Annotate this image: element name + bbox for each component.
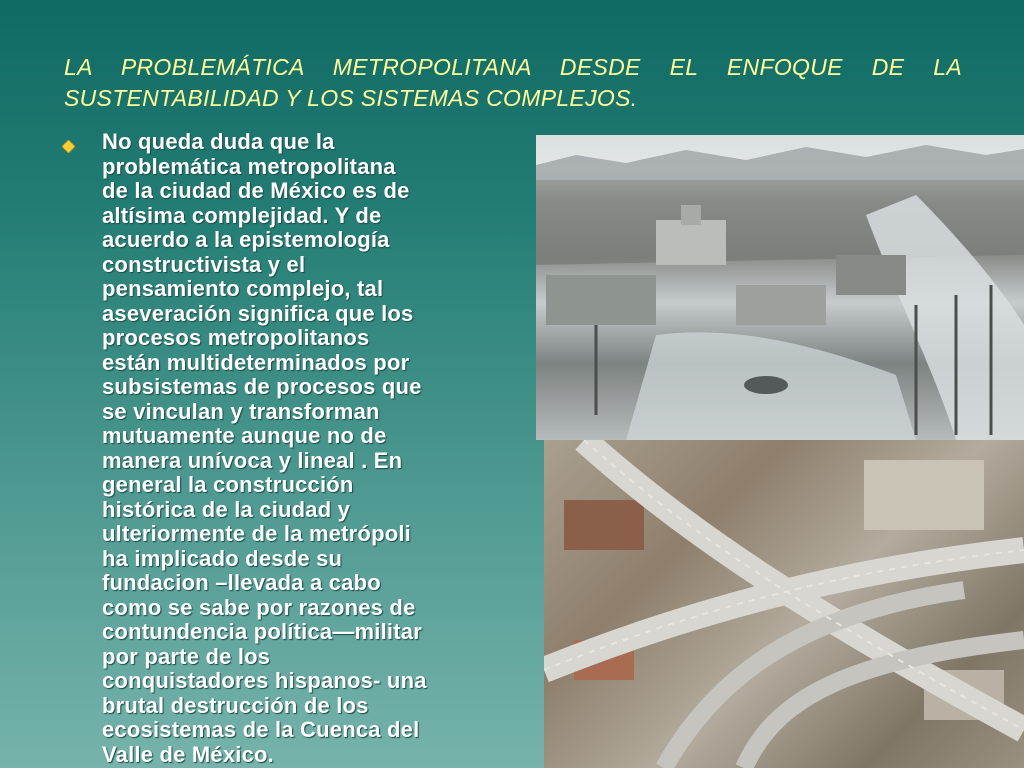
bullet-text: No queda duda que la problemática metropolitana de la ciudad de México es de altísima complejidad. Y de acuerdo a la epistemología constructivista y el pensamiento complejo, tal aseveración significa que los procesos metropolitanos están multideterminados por subsistemas de procesos que se vinculan y transforman mutuamente aunque no de manera unívoca y lineal . En general la construcción histórica de la ciudad y ulteriormente de la metrópoli ha implicado desde su fundacion –llevada a cabo como se sabe por razones de contundencia política—militar por parte de los conquistadores hispanos- una brutal destrucción de los ecosistemas de la Cuenca del Valle de México. bbox=[102, 129, 427, 767]
slide-title bbox=[64, 52, 962, 114]
historic-city-engraving-image bbox=[536, 135, 1024, 440]
diamond-bullet-icon bbox=[62, 140, 75, 153]
slide-title-line-2: SUSTENTABILIDAD Y LOS SISTEMAS COMPLEJOS. bbox=[64, 85, 638, 111]
slide-title-line-1: LA PROBLEMÁTICA METROPOLITANA DESDE EL ENFOQUE DE LA bbox=[64, 54, 962, 80]
highway-interchange-aerial-image bbox=[544, 440, 1024, 768]
